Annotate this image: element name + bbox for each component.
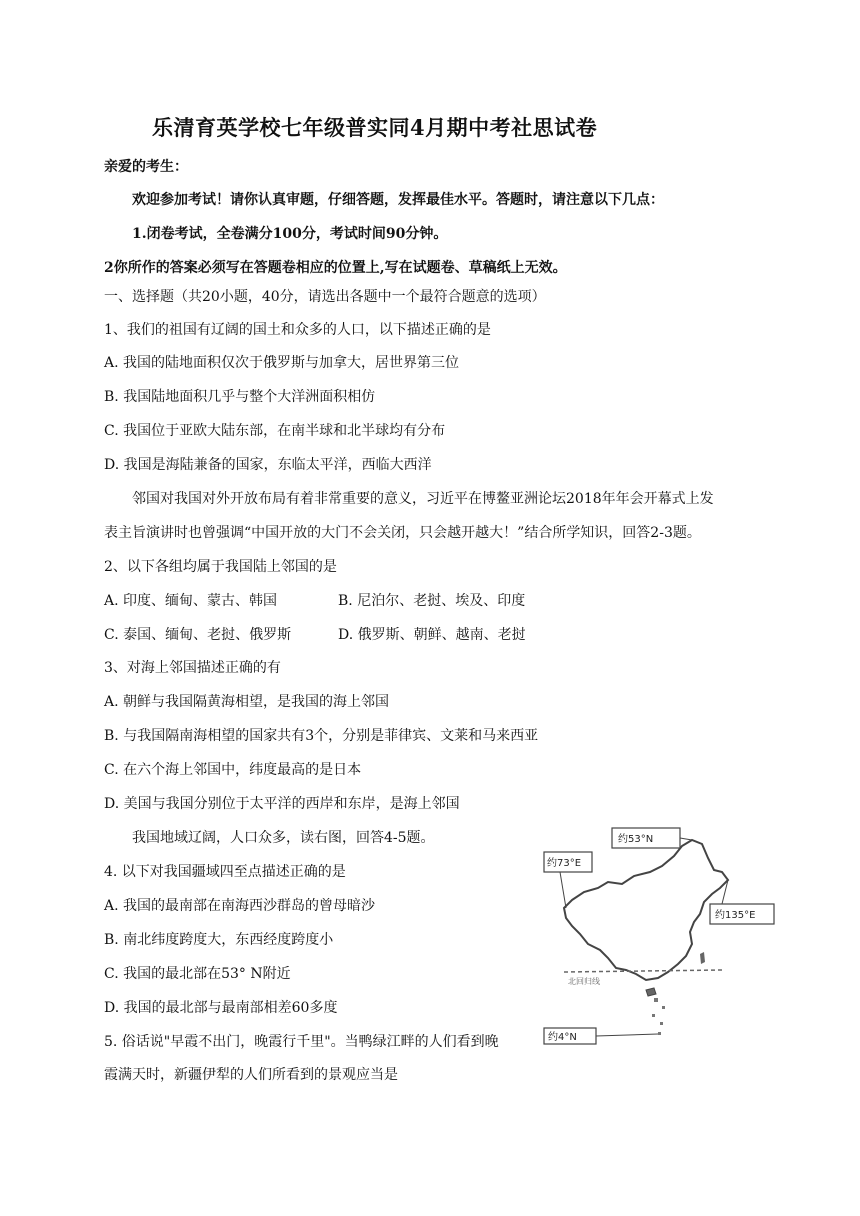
tropic-label: 北回归线: [568, 977, 600, 986]
west-extreme-label: 约73°E: [547, 858, 582, 869]
q5-line-1: 5. 俗话说"早霞不出门，晚霞行千里"。当鸭绿江畔的人们看到晚: [104, 1034, 499, 1050]
q2-option-b: B. 尼泊尔、老挝、埃及、印度: [338, 593, 526, 609]
north-extreme-label: 约53°N: [618, 834, 654, 845]
q5-line-2: 霞满天时，新疆伊犁的人们所看到的景观应当是: [104, 1067, 398, 1083]
q2-option-c: C. 泰国、缅甸、老挝、俄罗斯: [104, 627, 292, 643]
q3-option-d: D. 美国与我国分别位于太平洋的西岸和东岸，是海上邻国: [104, 796, 460, 812]
passage-1-line-2: 表主旨演讲时也曾强调“中国开放的大门不会关闭，只会越开越大！”结合所学知识，回答2-3题。: [104, 525, 701, 541]
q3-option-a: A. 朝鲜与我国隔黄海相望，是我国的海上邻国: [104, 694, 390, 710]
passage-1-line-1: 邻国对我国对外开放布局有着非常重要的意义，习近平在博鳌亚洲论坛2018年年会开幕式上发: [132, 491, 714, 507]
q4-option-c: C. 我国的最北部在53° N附近: [104, 966, 291, 982]
east-extreme-label: 约135°E: [715, 910, 756, 921]
welcome-text: 欢迎参加考试！请你认真审题，仔细答题，发挥最佳水平。答题时，请注意以下几点：: [132, 192, 664, 208]
note-1: 1.闭卷考试，全卷满分100分，考试时间90分钟。: [132, 226, 448, 242]
q3-option-b: B. 与我国隔南海相望的国家共有3个，分别是菲律宾、文莱和马来西亚: [104, 728, 539, 744]
q3-stem: 3、对海上邻国描述正确的有: [104, 660, 281, 676]
q1-option-a: A. 我国的陆地面积仅次于俄罗斯与加拿大，居世界第三位: [104, 355, 460, 371]
exam-title: 乐清育英学校七年级普实同4月期中考社思试卷: [152, 115, 598, 140]
q4-stem: 4. 以下对我国疆域四至点描述正确的是: [104, 864, 346, 880]
q1-option-c: C. 我国位于亚欧大陆东部，在南半球和北半球均有分布: [104, 423, 446, 439]
q1-option-b: B. 我国陆地面积几乎与整个大洋洲面积相仿: [104, 389, 376, 405]
section-heading: 一、选择题（共20小题，40分，请选出各题中一个最符合题意的选项）: [104, 289, 546, 305]
note-2: 2你所作的答案必须写在答题卷相应的位置上,写在试题卷、草稿纸上无效。: [104, 260, 567, 276]
south-extreme-label: 约4°N: [548, 1032, 577, 1043]
q4-option-b: B. 南北纬度跨度大，东西经度跨度小: [104, 932, 334, 948]
q2-option-a: A. 印度、缅甸、蒙古、韩国: [104, 593, 278, 609]
q2-option-d: D. 俄罗斯、朝鲜、越南、老挝: [338, 627, 526, 643]
q4-option-d: D. 我国的最北部与最南部相差60多度: [104, 1000, 338, 1016]
q1-stem: 1、我们的祖国有辽阔的国土和众多的人口，以下描述正确的是: [104, 322, 491, 338]
greeting: 亲爱的考生：: [104, 159, 188, 175]
q2-stem: 2、以下各组均属于我国陆上邻国的是: [104, 559, 337, 575]
taiwan-island: [700, 952, 705, 964]
q4-option-a: A. 我国的最南部在南海西沙群岛的曾母暗沙: [104, 898, 376, 914]
passage-2: 我国地域辽阔，人口众多，读右图，回答4-5题。: [132, 830, 435, 846]
hainan-island: [646, 988, 656, 996]
china-extent-map: [542, 822, 782, 1046]
q1-option-d: D. 我国是海陆兼备的国家，东临太平洋，西临大西洋: [104, 457, 432, 473]
q3-option-c: C. 在六个海上邻国中，纬度最高的是日本: [104, 762, 362, 778]
